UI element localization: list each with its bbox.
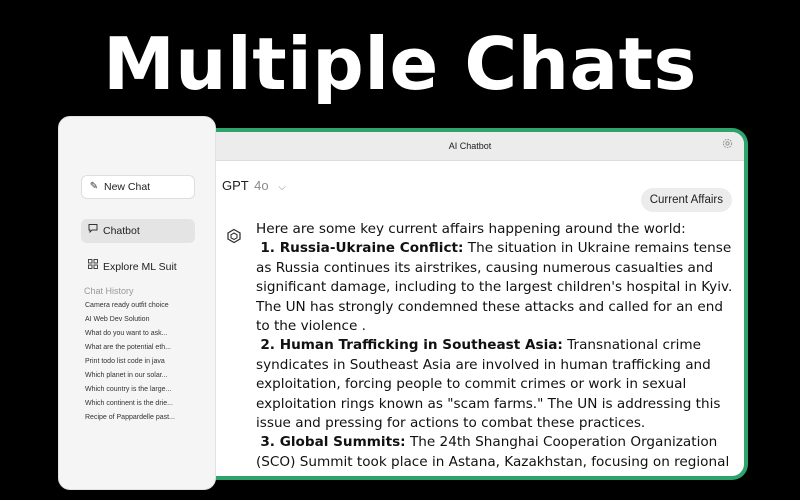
history-item[interactable]: Print todo list code in java: [85, 358, 165, 365]
message-intro: Here are some key current affairs happening around the world:: [256, 221, 686, 237]
model-version: 4o: [254, 178, 269, 193]
sidebar-item-label: Explore ML Suit: [103, 261, 177, 273]
history-item[interactable]: What are the potential eth...: [85, 344, 171, 351]
message-item: [256, 239, 736, 336]
grid-icon: [87, 255, 99, 279]
chat-history-list: [85, 299, 207, 425]
sidebar-item-explore[interactable]: [81, 255, 195, 279]
headline: Multiple Chats: [103, 22, 697, 106]
item-heading: Russia-Ukraine Conflict:: [279, 240, 464, 257]
sidebar: [58, 116, 216, 490]
item-body: The situation in Ukraine remains tense as Russia continues its airstrikes, causing numerous casualties and significant damage, including to the largest children's hospital in Kyiv. The UN has strongly condemned these attacks and called for an end to the violence .: [256, 240, 733, 335]
item-body: The 24th Shanghai Cooperation Organization (SCO) Summit took place in Astana, Kazakhstan, focusing on regional: [256, 434, 730, 470]
topic-chip[interactable]: Current Affairs: [641, 188, 732, 212]
history-item[interactable]: AI Web Dev Solution: [85, 316, 150, 323]
sidebar-item-chatbot[interactable]: [81, 219, 195, 243]
history-item[interactable]: Camera ready outfit choice: [85, 302, 169, 309]
sidebar-item-label: Chatbot: [103, 225, 140, 237]
chat-history-heading: Chat History: [84, 286, 134, 296]
model-name: GPT: [222, 178, 249, 193]
item-heading: Human Trafficking in Southeast Asia:: [279, 337, 563, 354]
chat-window: [196, 128, 748, 480]
history-item[interactable]: Which country is the large...: [85, 386, 172, 393]
new-chat-label: New Chat: [104, 181, 151, 193]
item-heading: Global Summits:: [279, 434, 406, 451]
model-selector[interactable]: [222, 178, 286, 193]
assistant-message: [256, 220, 736, 472]
new-chat-button[interactable]: [81, 175, 195, 199]
history-item[interactable]: Which continent is the drie...: [85, 400, 173, 407]
message-item: [256, 336, 736, 433]
history-item[interactable]: Recipe of Pappardelle past...: [85, 414, 175, 421]
item-number: 2.: [260, 337, 275, 354]
item-number: 3.: [260, 434, 275, 451]
gear-icon-shape: [722, 138, 733, 149]
item-number: 1.: [260, 240, 275, 257]
edit-icon: ✎: [89, 181, 99, 192]
chevron-down-icon: ⌵: [278, 182, 286, 193]
message-item: [256, 433, 736, 472]
bot-avatar-icon: [226, 228, 242, 244]
window-title: AI Chatbot: [448, 141, 492, 151]
gear-icon[interactable]: [720, 138, 734, 152]
history-item[interactable]: Which planet in our solar...: [85, 372, 168, 379]
item-body: Transnational crime syndicates in Southeast Asia are involved in human trafficking and exploitation, forcing people to commit crimes or work in sexual exploitation rings known as "scam farms." The UN is addressing this issue and pressing for actions to combat these practices.: [256, 337, 721, 432]
title-bar: [196, 132, 744, 161]
history-item[interactable]: What do you want to ask...: [85, 330, 168, 337]
chat-bubble-icon: [87, 219, 99, 243]
